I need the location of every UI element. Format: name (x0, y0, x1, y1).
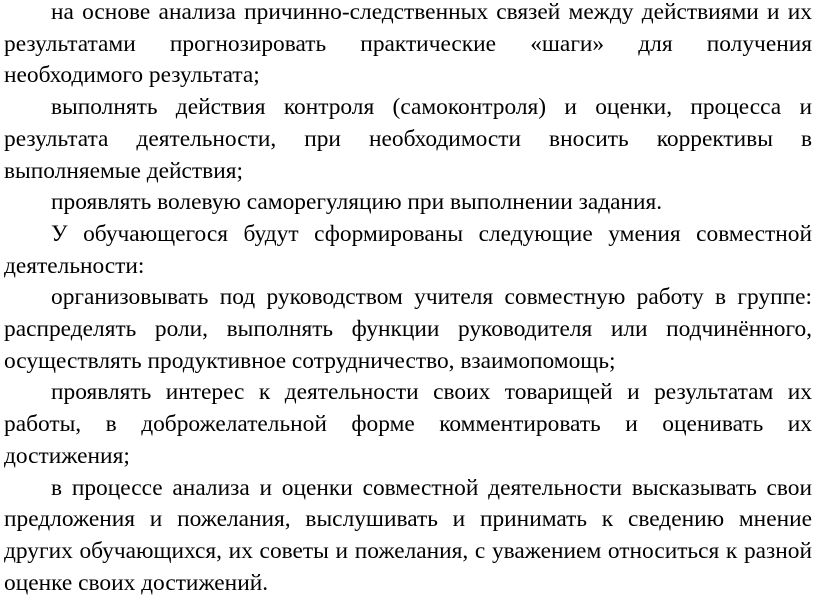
paragraph-self-regulation: проявлять волевую саморегуляцию при выполнении задания. (51, 189, 663, 216)
paragraph-control-actions: выполнять действия контроля (самоконтроля) и оценки, процесса и результата деятельности, при необходимости вносить коррективы в выполняемые действия; (4, 94, 812, 184)
paragraph-joint-activity-intro: У обучающегося будут сформированы следующие умения совместной деятельности: (4, 220, 812, 279)
paragraph-forecast-steps: на основе анализа причинно-следственных связей между действиями и их результатами прогнозировать практические «шаги» для получения необходимого результата; (4, 0, 812, 89)
paragraph-group-work: организовывать под руководством учителя совместную работу в группе: распределять роли, выполнять функции руководителя или подчинённого, осуществлять продуктивное сотрудничество, взаимопомощь; (4, 284, 812, 374)
paragraph-interest-in-peers: проявлять интерес к деятельности своих товарищей и результатам их работы, в доброжелательной форме комментировать и оценивать их достижения; (4, 379, 812, 469)
paragraph-evaluation-proposals: в процессе анализа и оценки совместной деятельности высказывать свои предложения и пожелания, выслушивать и принимать к сведению мнение других обучающихся, их советы и пожелания, с уважением относиться к разной оценке своих достижений. (4, 474, 812, 596)
